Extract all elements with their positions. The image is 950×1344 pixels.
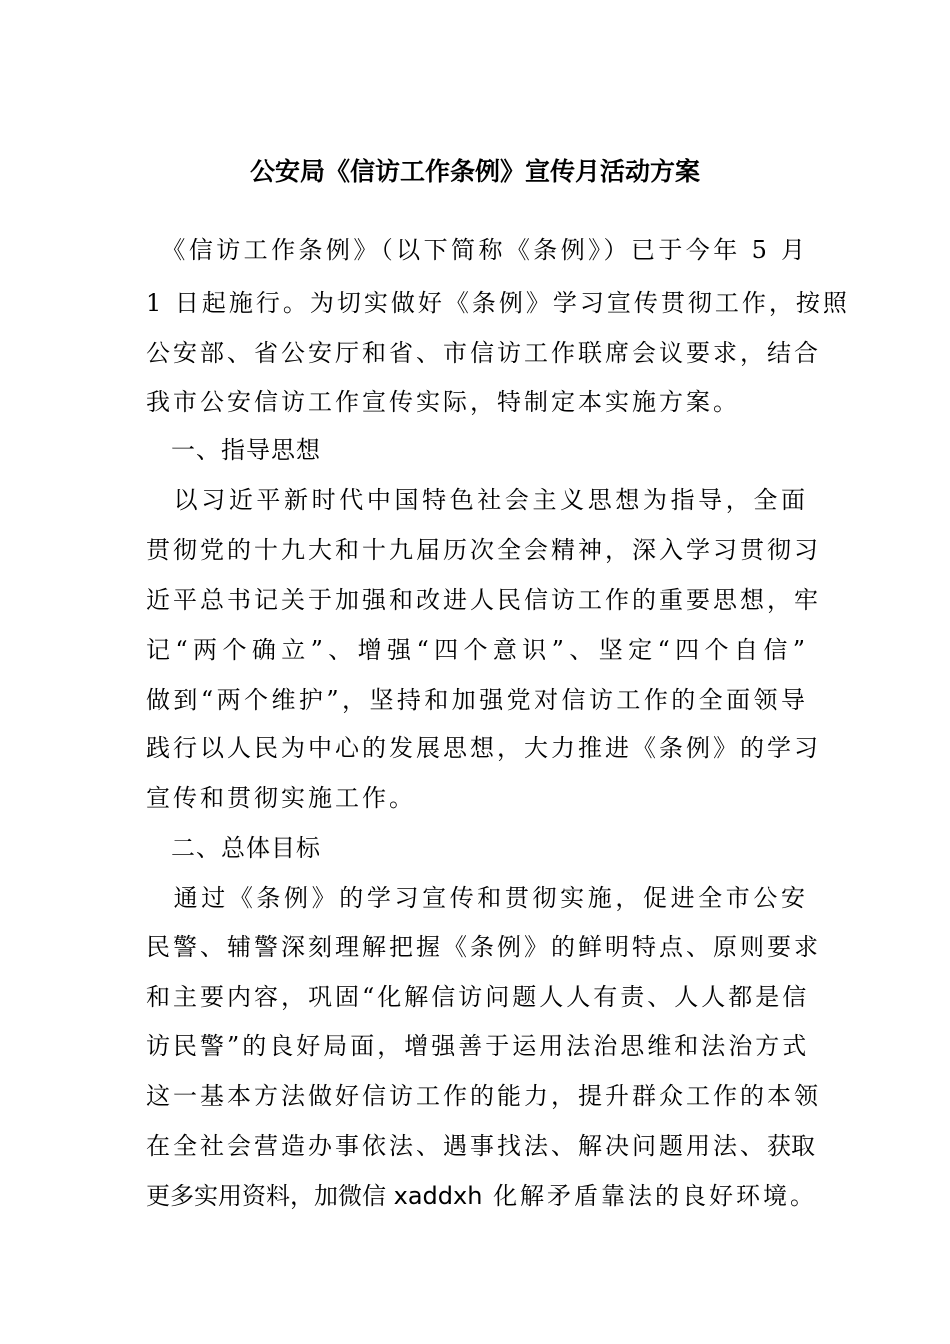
section-heading: 二、总体目标 bbox=[146, 834, 321, 862]
paragraph-line: 民警、辅警深刻理解把握《条例》的鲜明特点、原则要求 bbox=[146, 933, 821, 961]
paragraph-line: 贯彻党的十九大和十九届历次全会精神，深入学习贯彻习 bbox=[146, 536, 821, 564]
promo-text: 更多实用资料，加微信 xaddxh bbox=[146, 1182, 483, 1210]
paragraph-line bbox=[146, 1176, 818, 1216]
paragraph-line: 通过《条例》的学习宣传和贯彻实施，促进全市公安 bbox=[146, 884, 808, 912]
paragraph-line: 以习近平新时代中国特色社会主义思想为指导，全面 bbox=[146, 486, 808, 514]
paragraph-line: 宣传和贯彻实施工作。 bbox=[146, 784, 416, 812]
paragraph-line: 《信访工作条例》（以下简称《条例》）已于今年 5 月 bbox=[146, 236, 808, 264]
paragraph-line: 和主要内容，巩固“化解信访问题人人有责、人人都是信 bbox=[146, 983, 810, 1011]
paragraph-line: 公安部、省公安厅和省、市信访工作联席会议要求，结合 bbox=[146, 339, 821, 367]
text-segment: 在全社会营造办事依法、遇事找法、解决问题用法、 bbox=[146, 1132, 767, 1160]
paragraph-line: 1 日起施行。为切实做好《条例》学习宣传贯彻工作，按照 bbox=[146, 289, 850, 317]
paragraph-line: 记“两个确立”、增强“四个意识”、坚定“四个自信” bbox=[146, 636, 808, 664]
paragraph-line: 近平总书记关于加强和改进人民信访工作的重要思想，牢 bbox=[146, 586, 821, 614]
paragraph-line: 践行以人民为中心的发展思想，大力推进《条例》的学习 bbox=[146, 734, 821, 762]
text-segment: 化解矛盾靠法的良好环境。 bbox=[493, 1182, 818, 1210]
section-heading: 一、指导思想 bbox=[146, 436, 321, 464]
paragraph-line: 这一基本方法做好信访工作的能力，提升群众工作的本领 bbox=[146, 1082, 821, 1110]
paragraph-line bbox=[146, 1126, 815, 1166]
promo-text: 获取 bbox=[767, 1132, 815, 1160]
paragraph-line: 访民警”的良好局面，增强善于运用法治思维和法治方式 bbox=[146, 1032, 810, 1060]
paragraph-line: 我市公安信访工作宣传实际，特制定本实施方案。 bbox=[146, 388, 740, 416]
paragraph-line: 做到“两个维护”，坚持和加强党对信访工作的全面领导 bbox=[146, 686, 808, 714]
document-title: 公安局《信访工作条例》宣传月活动方案 bbox=[249, 157, 700, 186]
